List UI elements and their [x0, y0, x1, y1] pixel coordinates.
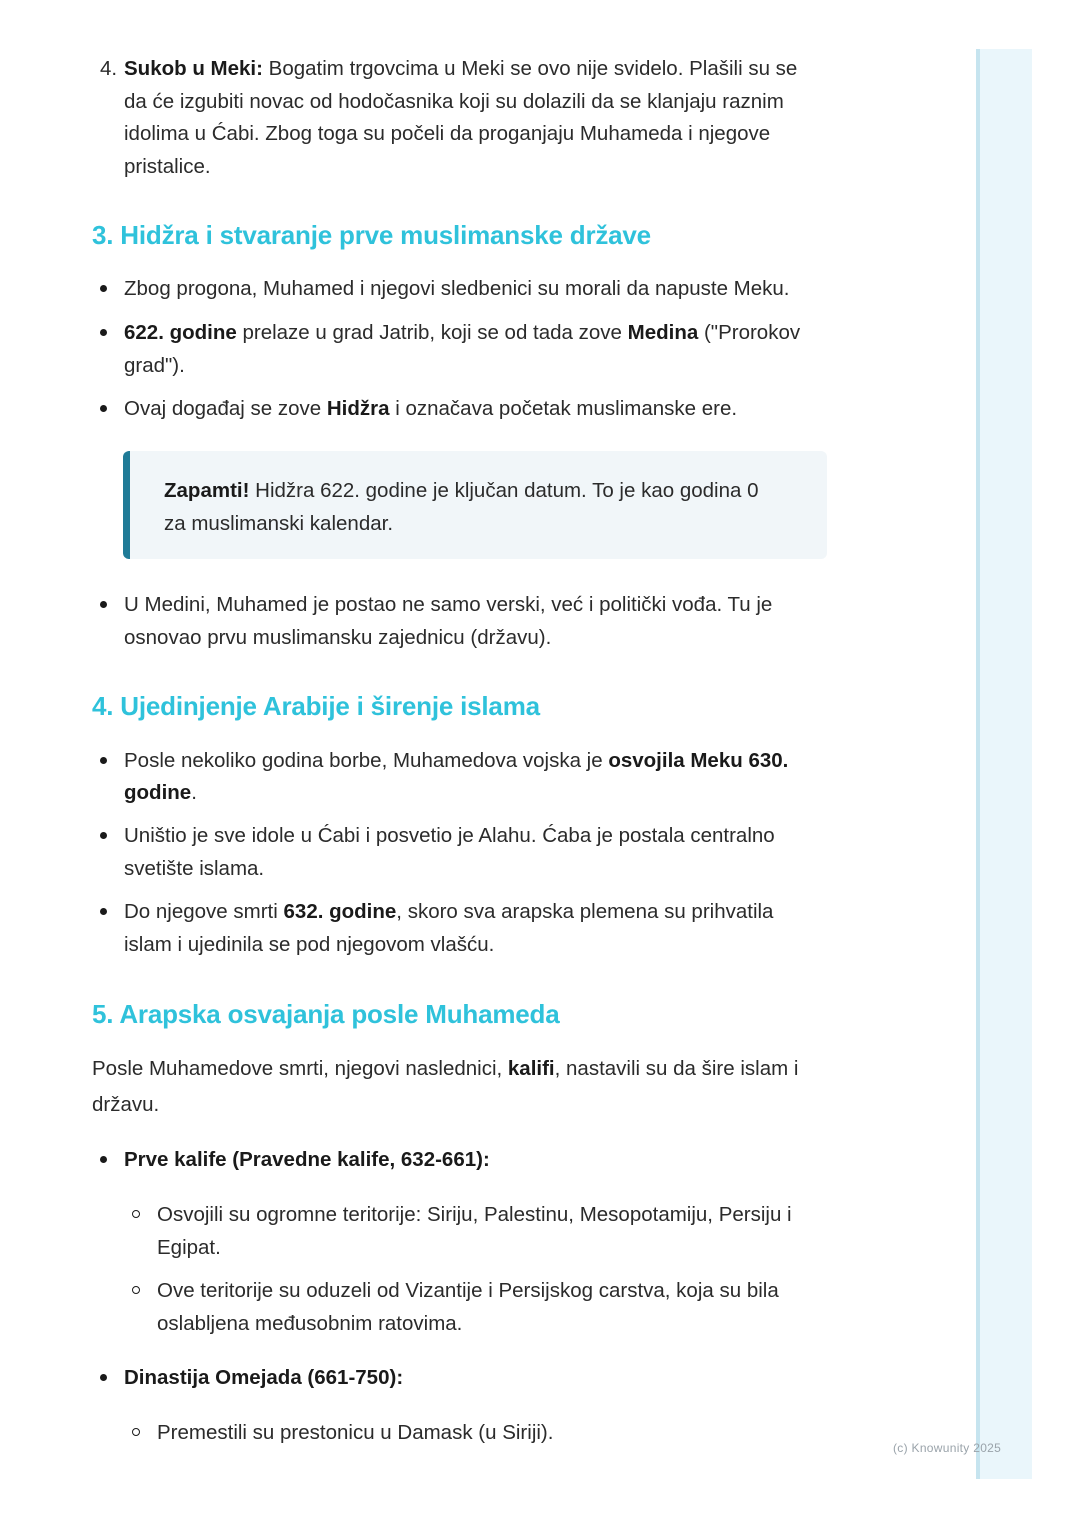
- text-line: Egipat.: [157, 1236, 221, 1259]
- callout-label: Zapamti!: [164, 479, 250, 502]
- bullet-icon: [100, 601, 107, 608]
- copyright-footer: (c) Knowunity 2025: [893, 1441, 1002, 1455]
- text-line: pristalice.: [124, 155, 211, 178]
- callout-text: [164, 474, 758, 507]
- text: ("Prorokov: [698, 321, 801, 344]
- bold-text: osvojila Meku 630.: [608, 749, 789, 772]
- list-item: [124, 392, 737, 425]
- bullet-icon: [100, 285, 107, 292]
- text-line: državu.: [92, 1093, 160, 1116]
- text: Do njegove smrti: [124, 900, 284, 923]
- bullet-icon: [100, 757, 107, 764]
- bold-text: Medina: [627, 321, 699, 344]
- list-item: [124, 316, 800, 349]
- bold-text: Hidžra: [326, 397, 390, 420]
- list-item: [124, 1361, 403, 1394]
- bold-text: kalifi: [507, 1057, 555, 1080]
- list-item: U Medini, Muhamed je postao ne samo verski, već i politički vođa. Tu je: [124, 593, 773, 616]
- bullet-icon: [100, 405, 107, 412]
- text-line: svetište islama.: [124, 857, 265, 880]
- section-heading: 3. Hidžra i stvaranje prve muslimanske države: [92, 220, 651, 250]
- bullet-icon: [100, 832, 107, 839]
- circle-bullet-icon: [132, 1210, 140, 1218]
- section-heading: 4. Ujedinjenje Arabije i širenje islama: [92, 691, 540, 721]
- bold-text: Prve kalife (Pravedne kalife, 632-661):: [124, 1148, 490, 1171]
- text-line: oslabljena međusobnim ratovima.: [157, 1312, 463, 1335]
- bold-text: 622. godine: [124, 321, 237, 344]
- callout-text: za muslimanski kalendar.: [164, 512, 394, 535]
- item-title: Sukob u Meki:: [124, 57, 263, 80]
- list-item: [124, 744, 788, 777]
- text-line: grad").: [124, 354, 185, 377]
- bold-text: 632. godine: [283, 900, 397, 923]
- circle-bullet-icon: [132, 1286, 140, 1294]
- list-item: [124, 1143, 490, 1176]
- text-line: [124, 776, 197, 809]
- text: , nastavili su da šire islam i: [554, 1057, 799, 1080]
- side-panel: [976, 49, 1032, 1479]
- text-line: idolima u Ćabi. Zbog toga su počeli da proganjaju Muhameda i njegove: [124, 122, 771, 145]
- bullet-icon: [100, 329, 107, 336]
- list-item: Uništio je sve idole u Ćabi i posvetio je Alahu. Ćaba je postala centralno: [124, 824, 775, 847]
- sub-list-item: Osvojili su ogromne teritorije: Siriju, Palestinu, Mesopotamiju, Persiju i: [157, 1203, 792, 1226]
- bullet-icon: [100, 1156, 107, 1163]
- text-line: Bogatim trgovcima u Meki se ovo nije svidelo. Plašili su se: [262, 57, 798, 80]
- bullet-icon: [100, 1374, 107, 1381]
- text-line: islam i ujedinila se pod njegovom vlašću.: [124, 933, 495, 956]
- text-line: osnovao prvu muslimansku zajednicu (državu).: [124, 626, 552, 649]
- text: Ovaj događaj se zove: [124, 397, 327, 420]
- text: i označava početak muslimanske ere.: [389, 397, 738, 420]
- section-heading: 5. Arapska osvajanja posle Muhameda: [92, 999, 560, 1029]
- text: , skoro sva arapska plemena su prihvatila: [396, 900, 774, 923]
- text: Hidžra 622. godine je ključan datum. To je kao godina 0: [249, 479, 759, 502]
- text: Posle nekoliko godina borbe, Muhamedova vojska je: [124, 749, 609, 772]
- text: .: [191, 781, 197, 804]
- bullet-icon: [100, 908, 107, 915]
- sub-list-item: Ove teritorije su oduzeli od Vizantije i Persijskog carstva, koja su bila: [157, 1279, 779, 1302]
- text-line: da će izgubiti novac od hodočasnika koji su dolazili da se klanjaju raznim: [124, 90, 784, 113]
- list-number: 4.: [100, 57, 118, 80]
- list-item: Zbog progona, Muhamed i njegovi sledbenici su morali da napuste Meku.: [124, 277, 790, 300]
- bold-text: godine: [124, 781, 192, 804]
- bold-text: Dinastija Omejada (661-750):: [124, 1366, 404, 1389]
- text: Posle Muhamedove smrti, njegovi naslednici,: [92, 1057, 508, 1080]
- paragraph: [92, 1052, 798, 1085]
- list-item: [124, 895, 773, 928]
- circle-bullet-icon: [132, 1428, 140, 1436]
- callout-box: [123, 451, 827, 559]
- list-item-text: [124, 52, 797, 85]
- text: prelaze u grad Jatrib, koji se od tada zove: [236, 321, 628, 344]
- sub-list-item: Premestili su prestonicu u Damask (u Siriji).: [157, 1421, 554, 1444]
